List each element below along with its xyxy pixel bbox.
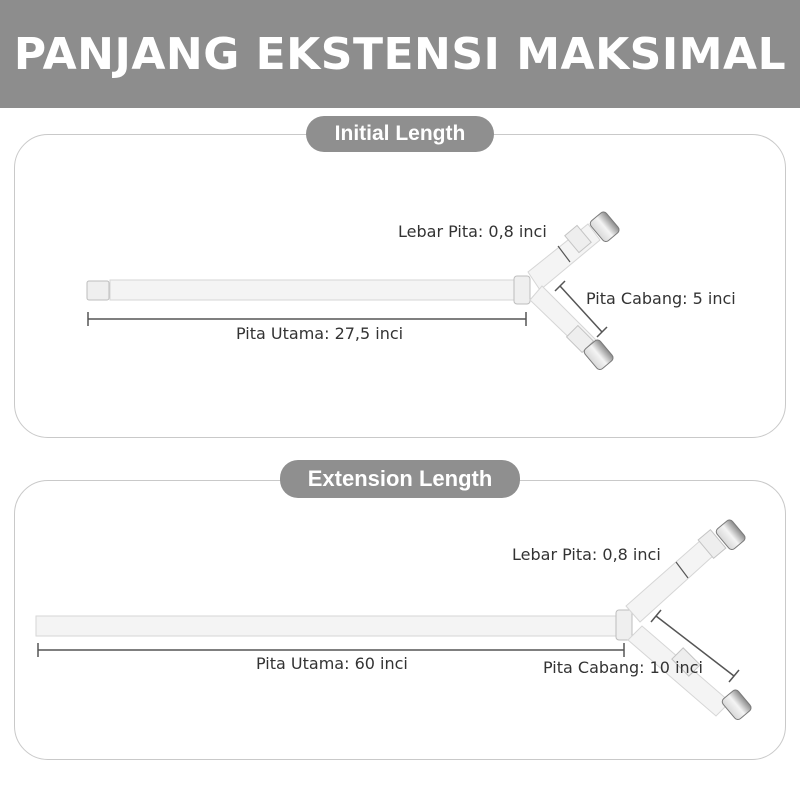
initial-junction-ring bbox=[514, 276, 530, 304]
initial-end-buckle bbox=[87, 281, 109, 300]
extension-band-width-label: Lebar Pita: 0,8 inci bbox=[512, 545, 661, 564]
extension-lower-clip-icon bbox=[721, 688, 753, 721]
extension-main-band bbox=[36, 616, 622, 636]
initial-main-band bbox=[110, 280, 518, 300]
initial-band-width-label: Lebar Pita: 0,8 inci bbox=[398, 222, 547, 241]
page-title: PANJANG EKSTENSI MAKSIMAL bbox=[13, 28, 787, 80]
extension-junction-ring bbox=[616, 610, 632, 640]
extension-branch-label: Pita Cabang: 10 inci bbox=[543, 658, 703, 677]
initial-length-badge: Initial Length bbox=[306, 116, 494, 152]
initial-main-label: Pita Utama: 27,5 inci bbox=[236, 324, 404, 343]
extension-length-badge: Extension Length bbox=[280, 460, 520, 498]
extension-main-label: Pita Utama: 60 inci bbox=[256, 654, 408, 673]
initial-branch-label: Pita Cabang: 5 inci bbox=[586, 289, 736, 308]
